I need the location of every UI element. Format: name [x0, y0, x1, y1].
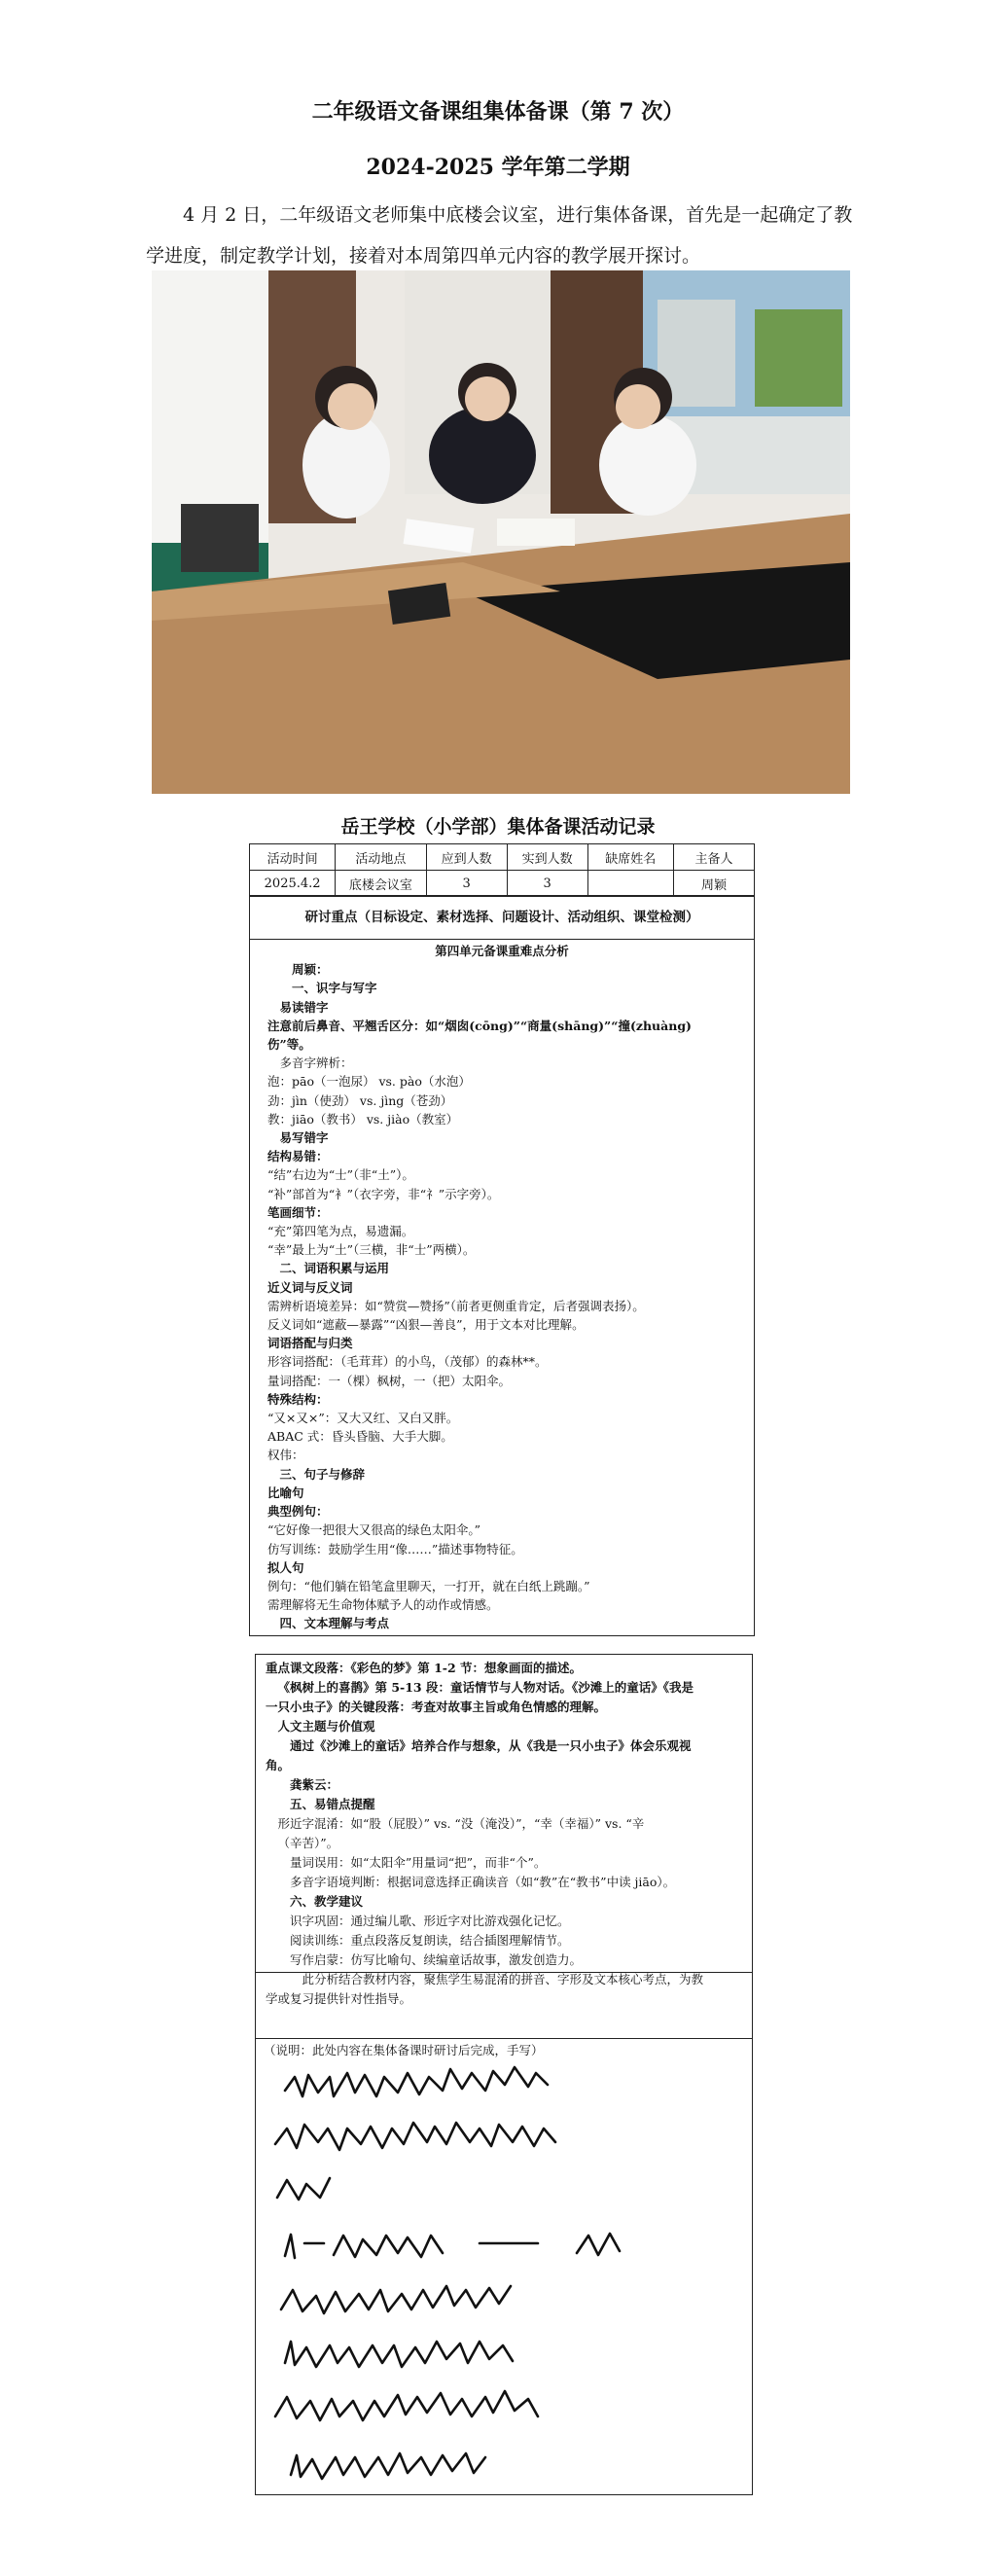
table-header-cell: 应到人数: [426, 844, 507, 871]
analysis-line: 结构易错：: [267, 1149, 329, 1164]
analysis-line: 需辨析语境差异：如“赞赏—赞扬”（前者更侧重肯定，后者强调表扬）。: [267, 1298, 645, 1313]
analysis-line: 量词搭配：一（棵）枫树，一（把）太阳伞。: [267, 1373, 512, 1388]
analysis-line: 易写错字: [279, 1130, 329, 1146]
table-cell: 3: [507, 871, 587, 897]
record-title: 岳王学校（小学部）集体备课活动记录: [340, 816, 656, 838]
analysis-line: 三、句子与修辞: [279, 1466, 366, 1482]
table-cell: 3: [426, 871, 507, 897]
semester-subtitle: 2024-2025 学年第二学期: [366, 155, 630, 180]
handwriting-scribble: [256, 2037, 752, 2494]
handwritten-note-label: （说明：此处内容在集体备课时研讨后完成，手写）: [264, 2043, 544, 2057]
analysis-line: 此分析结合教材内容，聚焦学生易混淆的拼音、字形及文本核心考点，为教: [302, 1972, 704, 1986]
analysis-line: 写作启蒙：仿写比喻句、续编童话故事，激发创造力。: [290, 1952, 583, 1967]
table-header-cell: 主备人: [673, 844, 754, 871]
table-cell: [587, 871, 673, 897]
document-title: 二年级语文备课组集体备课（第 7 次）: [311, 99, 685, 125]
table-header-row: [250, 844, 755, 871]
analysis-continued-box: [255, 1654, 753, 2039]
analysis-line: 六、教学建议: [290, 1894, 364, 1909]
analysis-line: 泡：pāo（一泡尿） vs. pào（水泡）: [267, 1074, 471, 1090]
analysis-line: 量词误用：如“太阳伞”用量词“把”，而非“个”。: [290, 1855, 547, 1870]
analysis-line: 伤”等。: [267, 1037, 311, 1053]
analysis-line: 五、易错点提醒: [290, 1797, 375, 1811]
table-cell: 2025.4.2: [250, 871, 336, 897]
analysis-line: 劲：jìn（使劲） vs. jìng（苍劲）: [267, 1092, 453, 1108]
analysis-line: 周颖：: [292, 962, 329, 978]
analysis-line: 多音字语境判断：根据词意选择正确读音（如“教”在“教书”中读 jiāo）。: [290, 1875, 676, 1889]
analysis-line: 笔画细节：: [267, 1204, 329, 1220]
table-header-cell: 活动时间: [250, 844, 336, 871]
intro-paragraph: 4 月 2 日，二年级语文老师集中底楼会议室，进行集体备课，首先是一起确定了教学进度，制定教学计划，接着对本周第四单元内容的教学展开探讨。: [146, 204, 853, 267]
table-cell: 周颖: [673, 871, 754, 897]
analysis-line: 仿写训练：鼓励学生用“像……”描述事物特征。: [267, 1541, 523, 1556]
analysis-line: 人文主题与价值观: [277, 1719, 375, 1734]
analysis-line: 比喻句: [267, 1485, 304, 1500]
meeting-photo: [152, 270, 850, 794]
table-row: [250, 871, 755, 897]
analysis-line: 教：jiāo（教书） vs. jiào（教室）: [267, 1111, 459, 1127]
analysis-line: 《枫树上的喜鹊》第 5-13 段：童话情节与人物对话。《沙滩上的童话》《我是: [277, 1680, 694, 1695]
analysis-line: 识字巩固：通过编儿歌、形近字对比游戏强化记忆。: [290, 1914, 570, 1928]
table-header-cell: 缺席姓名: [587, 844, 673, 871]
analysis-line: 权伟：: [267, 1448, 304, 1463]
section-divider: [256, 1972, 752, 1973]
analysis-line: 近义词与反义词: [267, 1279, 353, 1295]
analysis-line: 四、文本理解与考点: [279, 1616, 390, 1631]
activity-info-table: [249, 843, 755, 897]
analysis-line: 通过《沙滩上的童话》培养合作与想象，从《我是一只小虫子》体会乐观视: [290, 1738, 692, 1753]
handwritten-notes-box: [255, 2037, 753, 2495]
analysis-line: “又×又×”：又大又红、又白又胖。: [267, 1411, 459, 1426]
analysis-line: 例句：“他们躺在铅笔盒里聊天，一打开，就在白纸上跳蹦。”: [267, 1578, 590, 1593]
analysis-line: 角。: [266, 1758, 291, 1772]
table-header-cell: 实到人数: [507, 844, 587, 871]
table-cell: 底楼会议室: [336, 871, 426, 897]
focus-label: 研讨重点（目标设定、素材选择、问题设计、活动组织、课堂检测）: [250, 896, 754, 940]
analysis-line: 词语搭配与归类: [267, 1336, 353, 1351]
analysis-line: 易读错字: [279, 999, 329, 1015]
analysis-line: （辛苦）”。: [277, 1836, 339, 1850]
analysis-line: 需理解将无生命物体赋予人的动作或情感。: [267, 1597, 499, 1613]
analysis-line: 特殊结构：: [267, 1391, 329, 1407]
analysis-line: “它好像一把很大又很高的绿色太阳伞。”: [267, 1522, 481, 1538]
analysis-box: [249, 895, 755, 1636]
table-header-cell: 活动地点: [336, 844, 426, 871]
analysis-line: “补”部首为“衤”（衣字旁，非“礻”示字旁）。: [267, 1186, 500, 1201]
analysis-line: “充”第四笔为点，易遗漏。: [267, 1224, 414, 1239]
analysis-line: 注意前后鼻音、平翘舌区分：如“烟囱(cōng)”“商量(shāng)”“撞(zhuàng): [267, 1018, 692, 1033]
analysis-line: 反义词如“遮蔽—暴露”“凶狠—善良”，用于文本对比理解。: [267, 1317, 585, 1333]
analysis-line: 拟人句: [267, 1559, 304, 1575]
analysis-line: 一、识字与写字: [292, 981, 377, 996]
analysis-line: “幸”最上为“土”（三横，非“士”两横）。: [267, 1242, 476, 1258]
analysis-line: 形近字混淆：如“股（屁股）” vs. “没（淹没）”，“幸（幸福）” vs. “辛: [277, 1816, 645, 1831]
analysis-line: 形容词搭配：（毛茸茸）的小鸟，（茂郁）的森林**。: [267, 1354, 548, 1370]
analysis-line: 典型例句：: [267, 1504, 329, 1520]
analysis-line: 龚紫云：: [290, 1777, 339, 1792]
analysis-line: 一只小虫子》的关键段落：考查对故事主旨或角色情感的理解。: [266, 1699, 607, 1714]
analysis-line: 阅读训练：重点段落反复朗读，结合插图理解情节。: [290, 1933, 570, 1948]
analysis-line: ABAC 式：昏头昏脑、大手大脚。: [267, 1429, 453, 1445]
analysis-line: 重点课文段落：《彩色的梦》第 1-2 节：想象画面的描述。: [266, 1661, 583, 1675]
analysis-line: “结”右边为“士”（非“土”）。: [267, 1167, 414, 1183]
section-title: 第四单元备课重难点分析: [435, 944, 569, 958]
analysis-line: 学或复习提供针对性指导。: [266, 1991, 412, 2006]
analysis-line: 二、词语积累与运用: [279, 1261, 390, 1276]
analysis-line: 多音字辨析：: [279, 1055, 353, 1071]
